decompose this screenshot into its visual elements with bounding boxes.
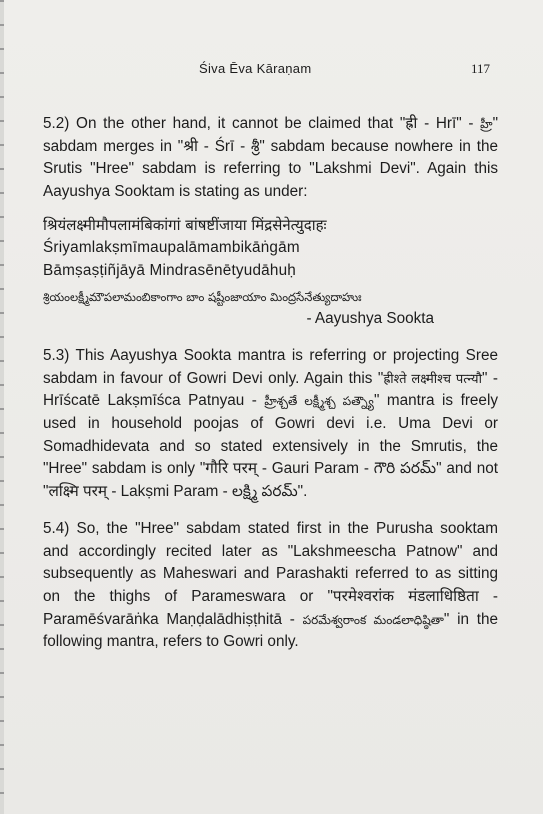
text: ". [297,483,308,501]
text: " and not " [43,460,498,501]
text: " sabdam merges in " [43,115,498,155]
text: 5.4) So, the "Hree" sabdam stated first in the Purusha sooktam and accordingly recited later as "Lakshmeescha Patnow" and subsequently as Maheswari and Parashakti referred to as sitting on the thighs of Parameswara or " [43,519,498,605]
text: " sabdam because nowhere in the Srutis "Hree" sabdam is referring to "Lakshmi Devi". Again this Aayushya Sooktam is stating as under: [43,137,498,201]
spacer [43,504,498,518]
text: 5.3) This Aayushya Sookta mantra is referring or projecting Sree sabdam in favour of Gowri Devi only. Again this " [43,346,498,387]
devanagari-term: ह्री - Hrī [405,115,457,132]
transliteration: - Hrīścatē Lakṣmīśca Patnyau - [43,369,498,410]
running-title: Śiva Ēva Kāraṇam [199,61,312,76]
paragraph-5-4 [43,518,498,654]
term-gauri-param: गौरि परम् - Gauri Param - గౌరి పరమ్ [205,460,437,478]
sloka-transliteration-2: Bāmṣaṣṭiñjāyā Mindrasēnētyudāhuḥ [43,261,296,279]
sloka-telugu: శ్రియంలక్ష్మీమౌపలామంబికాంగాం బాం షష్టీంజాయాం మింద్రసేనేత్యుదాహుః [43,290,362,305]
text: " mantra is freely used in household poojas of Gowri devi i.e. Uma Devi or Somadhidevata and so stated extensively in the Smrutis, the "Hree" sabdam is only " [43,392,498,478]
page-number: 117 [471,61,491,76]
paragraph-5-2: 5.2) On the other hand, it cannot be claimed that "ह्री - Hrī" - హ్రీ" sabdam merges in "श्री - Śrī - శ్రీ" sabdam because nowhere in the Srutis "Hree" sabdam is referring to "Lakshmi Devi". Again this Aayushya Sooktam is stating as under: [43,115,498,201]
term-parameswaranka: परमेश्वरांक मंडलाधिष्ठिता - Paramēśvarāṅka Maṇḍalādhiṣṭhitā - [43,587,498,628]
text: " in the following mantra, refers to Gowri only. [43,610,498,651]
spacer [43,331,498,345]
scanned-page-edge [0,0,4,814]
telugu-term: పరమేశ్వరాంక మండలాధిష్ఠితా [302,612,444,627]
telugu-term: హ్రీశ్చతే లక్ష్మీశ్చ పత్న్యౌ [264,394,374,409]
page-body [43,113,498,654]
sloka-transliteration-1: Śriyamlakṣmīmaupalāmambikāṅgām [43,238,300,256]
term-lakshmi-param: लक्ष्मि परम् - Lakṣmi Param - లక్ష్మి పరమ్ [48,483,298,501]
devanagari-term: ह्रीश्ते लक्ष्मीश्च पत्न्यौ [383,370,482,386]
text: 5.2) On the other hand, it cannot be claimed that " [43,115,406,132]
paragraph-5-3: 5.3) This Aayushya Sookta mantra is referring or projecting Sree sabdam in favour of Gowri Devi only. Again this "ह्रीश्ते लक्ष्मीश्च पत्न्यौ" - Hrīścatē Lakṣmīśca Patnyau - హ్రీశ్చతే లక్ష్మీశ్చ పత్న్యౌ" mantra is freely used in household poojas of Gowri devi i.e. Uma Devi or Somadhidevata and so stated extensively in the Smrutis, the "Hree" sabdam is only "गौरि परम् - Gauri Param - గౌరి పరమ్" and not "लक्ष्मि परम् - Lakṣmi Param - లక్ష్మి పరమ్". [43,346,498,501]
sloka-source: - Aayushya Sookta [306,310,434,328]
page-header [0,61,543,79]
devanagari-term: श्री - Śrī - శ్రీ [183,137,260,155]
telugu-term: హ్రీ [480,117,493,131]
sloka-devanagari: श्रियंलक्ष्मीमौपलामंबिकांगां बांषष्टींजाया मिंद्रसेनेत्युदाहः [43,215,327,234]
spacer [43,204,498,213]
text: - [468,115,481,132]
